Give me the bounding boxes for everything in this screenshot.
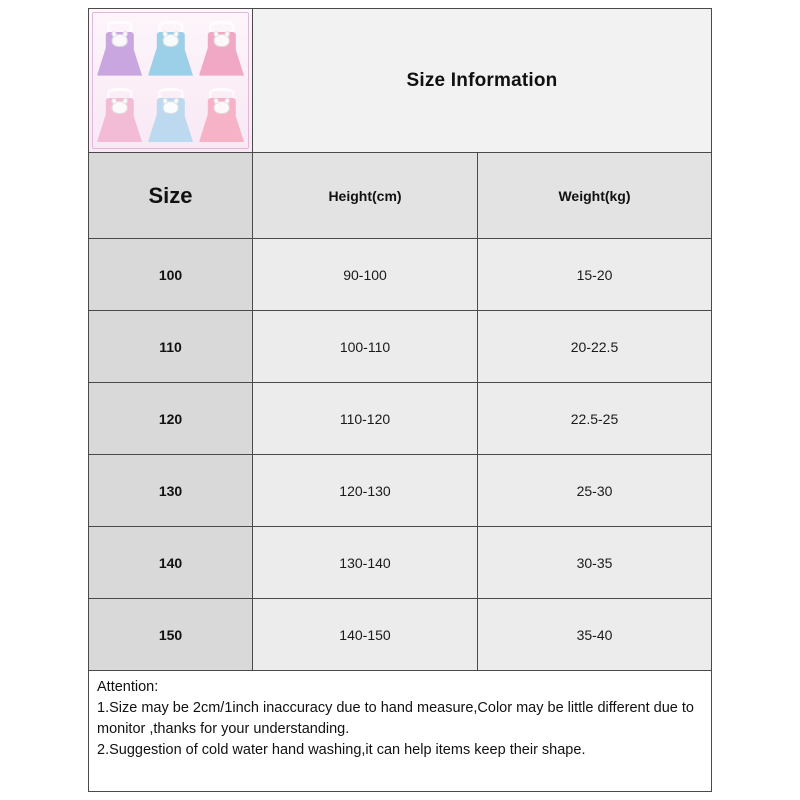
character-motif-icon [162,101,179,114]
cell-size-value: 120 [158,410,183,427]
table-header-row [89,153,711,239]
cell-weight-value: 22.5-25 [570,410,619,427]
table-row [89,311,711,383]
dress-collage [95,15,246,146]
dress-thumbnail [197,82,246,147]
dress-skirt [199,47,244,75]
cell-height-value: 100-110 [339,338,391,355]
cell-size [89,311,253,382]
column-header-weight-label: Weight(kg) [558,187,631,204]
size-table [89,153,711,671]
page-title: Size Information [406,69,558,91]
dress-thumbnail [95,82,144,147]
cell-weight-value: 15-20 [576,266,613,283]
column-header-size-label: Size [148,182,193,208]
table-row [89,383,711,455]
table-row [89,455,711,527]
chart-title-cell [253,9,711,152]
attention-heading: Attention: [97,679,159,695]
cell-size-value: 130 [158,482,183,499]
dress-thumbnail [197,15,246,80]
cell-size [89,527,253,598]
character-motif-icon [111,34,128,47]
cell-size [89,599,253,670]
cell-weight-value: 20-22.5 [570,338,619,355]
cell-height-value: 130-140 [339,554,391,571]
cell-size [89,239,253,310]
cell-weight [478,455,711,526]
product-photo [89,9,252,152]
column-header-weight [478,153,711,238]
cell-size-value: 140 [158,554,183,571]
cell-size-value: 110 [159,338,182,355]
attention-note [89,671,711,791]
cell-weight [478,239,711,310]
dress-skirt [148,114,193,142]
cell-weight [478,527,711,598]
column-header-size [89,153,253,238]
table-row [89,239,711,311]
character-motif-icon [162,34,179,47]
cell-weight [478,599,711,670]
character-motif-icon [213,101,230,114]
cell-height [253,311,478,382]
character-motif-icon [111,101,128,114]
cell-size-value: 100 [158,266,183,283]
dress-thumbnail [146,15,195,80]
cell-height-value: 120-130 [339,482,391,499]
cell-height [253,527,478,598]
attention-line-1: 1.Size may be 2cm/1inch inaccuracy due to hand measure,Color may be little different due to monitor ,thanks for your understanding. [97,700,694,738]
cell-weight-value: 25-30 [576,482,613,499]
cell-weight-value: 35-40 [576,626,613,643]
character-motif-icon [213,34,230,47]
cell-weight [478,383,711,454]
table-row [89,599,711,671]
column-header-height-label: Height(cm) [328,187,402,204]
cell-height [253,599,478,670]
cell-weight [478,311,711,382]
cell-size-value: 150 [158,626,183,643]
table-row [89,527,711,599]
cell-height-value: 110-120 [339,410,391,427]
cell-height [253,383,478,454]
cell-weight-value: 30-35 [576,554,613,571]
dress-thumbnail [146,82,195,147]
dress-thumbnail [95,15,144,80]
dress-skirt [148,47,193,75]
cell-height [253,239,478,310]
cell-height [253,455,478,526]
chart-header [89,9,711,153]
product-image-cell [89,9,253,152]
cell-height-value: 140-150 [339,626,391,643]
cell-size [89,455,253,526]
cell-size [89,383,253,454]
dress-skirt [97,114,142,142]
column-header-height [253,153,478,238]
dress-skirt [97,47,142,75]
dress-skirt [199,114,244,142]
cell-height-value: 90-100 [343,266,387,283]
attention-line-2: 2.Suggestion of cold water hand washing,it can help items keep their shape. [97,742,586,759]
size-information-chart [88,8,712,792]
